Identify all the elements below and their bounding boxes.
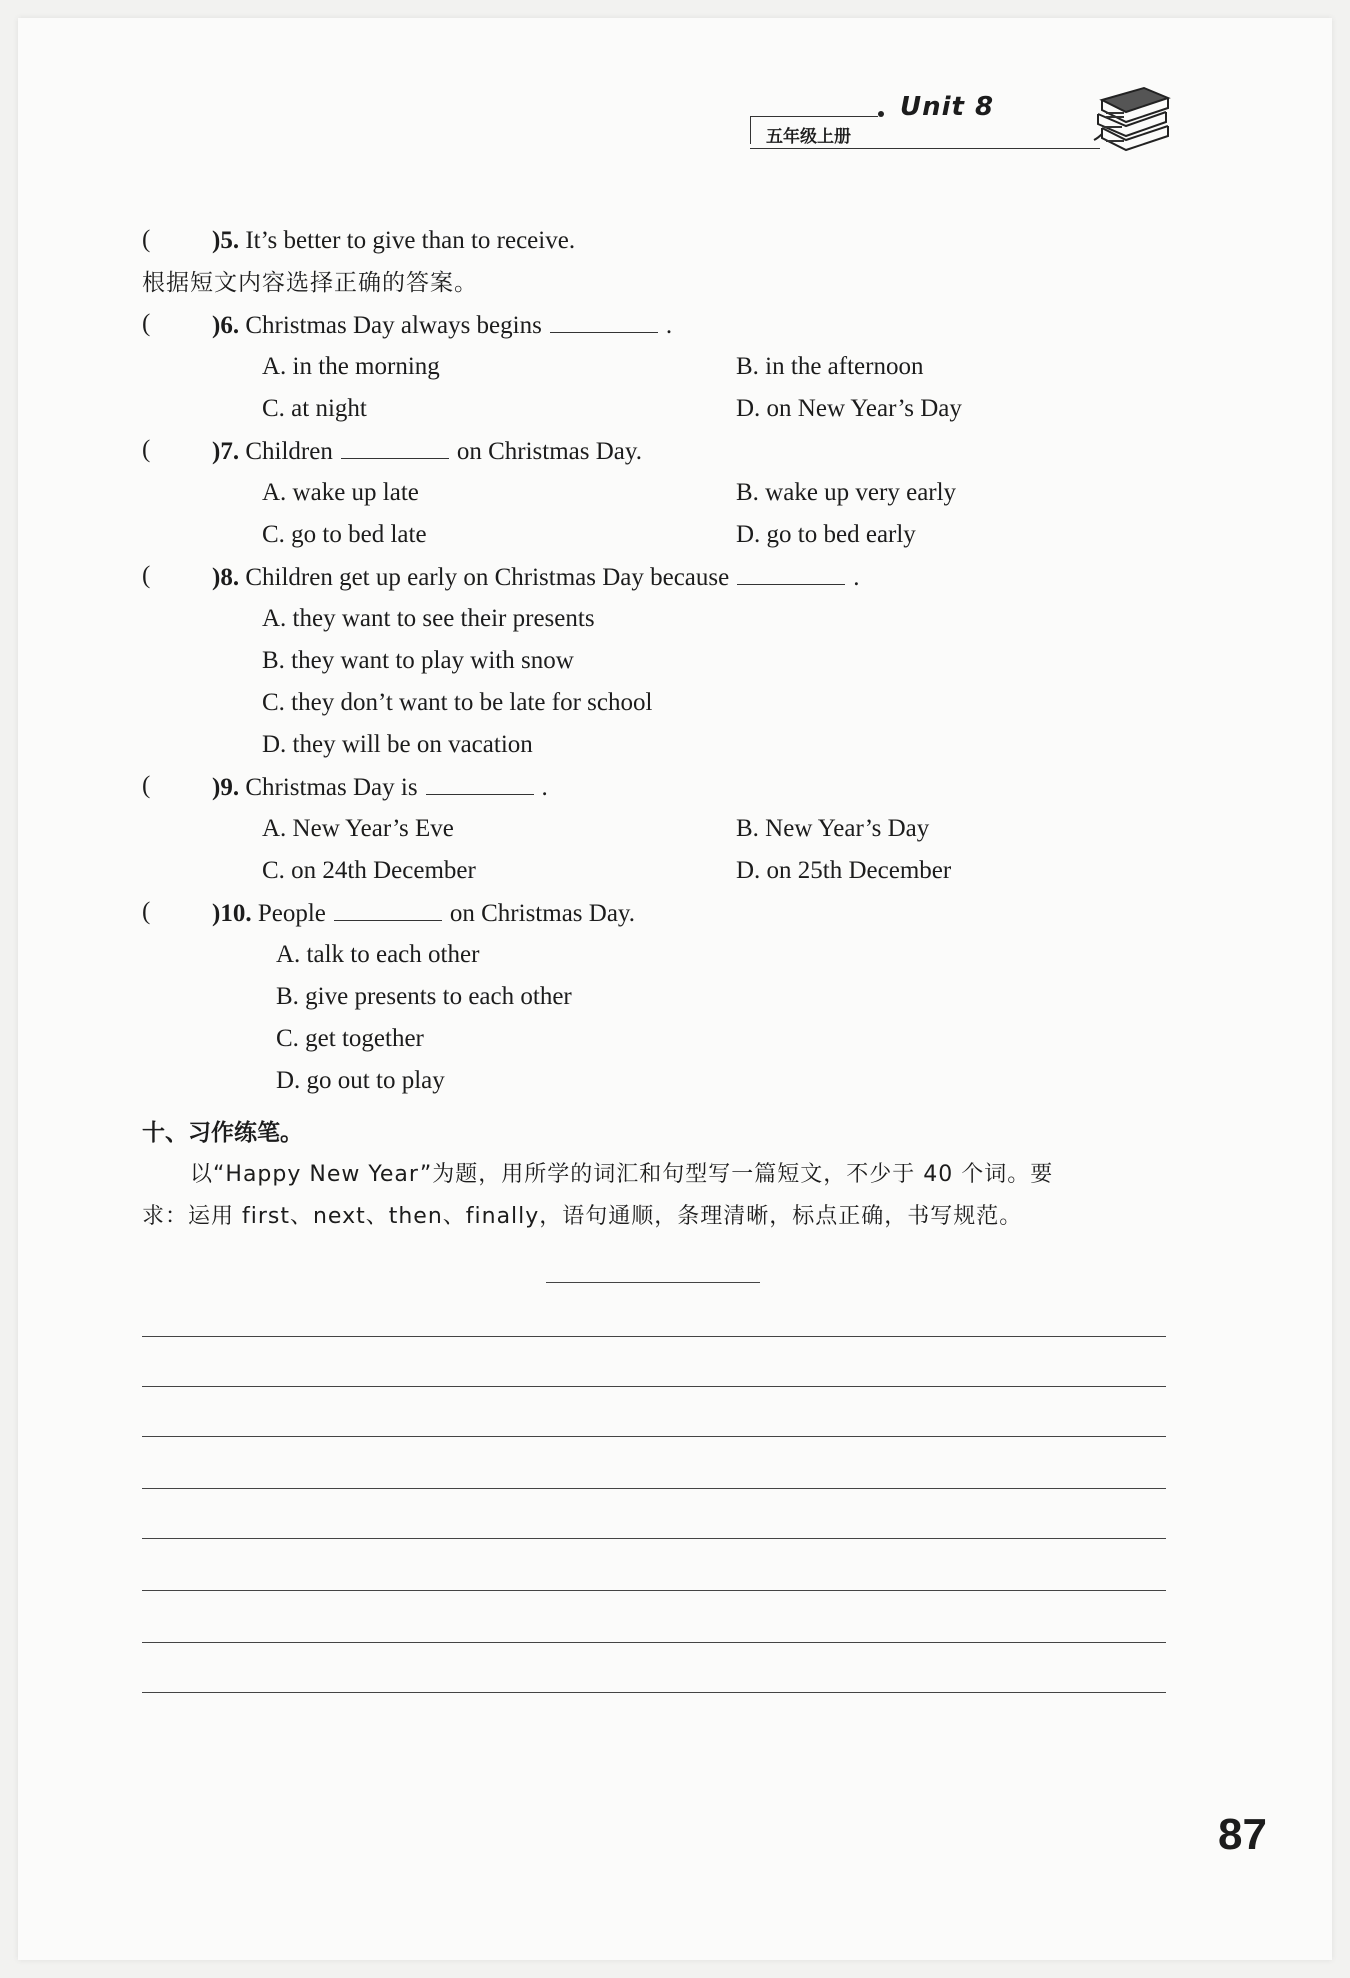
question-10 [212,898,635,929]
header-rule-bottom [750,148,1100,149]
question-text: Children get up early on Christmas Day because [245,564,730,591]
option-c: C. they don’t want to be late for school [262,689,653,716]
reading-instruction: 根据短文内容选择正确的答案。 [142,270,478,296]
question-7 [212,436,642,467]
question-text: on Christmas Day. [456,438,642,465]
question-9 [212,772,548,803]
writing-line[interactable] [142,1386,1166,1387]
question-number: )7. [212,438,240,465]
option-b: B. New Year’s Day [736,815,930,842]
answer-blank[interactable] [334,898,442,921]
option-b: B. give presents to each other [276,983,572,1010]
writing-line[interactable] [142,1692,1166,1693]
question-number: )5. [212,227,240,254]
option-b: B. in the afternoon [736,353,924,380]
option-d: D. go out to play [276,1067,445,1094]
question-number: )10. [212,900,252,927]
question-number: )9. [212,774,240,801]
question-number: )6. [212,312,240,339]
question-6 [212,310,672,341]
option-b: B. wake up very early [736,479,957,506]
question-end: . [665,312,673,339]
answer-paren-10[interactable]: ( [142,898,151,925]
answer-paren-5[interactable]: ( [142,226,151,253]
answer-blank[interactable] [550,310,658,333]
answer-blank[interactable] [737,562,845,585]
page-number: 87 [1218,1810,1267,1859]
grade-label: 五年级上册 [766,127,851,147]
answer-blank[interactable] [341,436,449,459]
option-d: D. they will be on vacation [262,731,533,758]
question-8 [212,562,859,593]
writing-line[interactable] [142,1538,1166,1539]
option-b: B. they want to play with snow [262,647,574,674]
section-heading: 十、习作练笔。 [142,1120,303,1146]
question-text: Christmas Day is [245,774,418,801]
option-d: D. on 25th December [736,857,952,884]
unit-title: Unit 8 [900,92,995,122]
option-d: D. go to bed early [736,521,916,548]
essay-title-line[interactable] [546,1282,760,1283]
option-c: C. at night [262,395,367,422]
question-text: People [257,900,326,927]
writing-line[interactable] [142,1590,1166,1591]
question-end: . [853,564,860,591]
writing-prompt-line-2: 求：运用 first、next、then、finally，语句通顺，条理清晰，标点正确，书写规范。 [142,1204,1023,1229]
question-text: Children [245,438,333,465]
question-number: )8. [212,564,240,591]
option-c: C. get together [276,1025,424,1052]
header-rule-tick [750,116,751,144]
writing-line[interactable] [142,1436,1166,1437]
option-c: C. on 24th December [262,857,476,884]
answer-paren-6[interactable]: ( [142,310,151,337]
question-text: Christmas Day always begins [245,312,542,339]
option-a: A. they want to see their presents [262,605,595,632]
question-end: . [541,774,548,801]
writing-line[interactable] [142,1488,1166,1489]
option-c: C. go to bed late [262,521,427,548]
writing-line[interactable] [142,1336,1166,1337]
option-a: A. in the morning [262,353,440,380]
option-a: A. talk to each other [276,941,480,968]
answer-paren-9[interactable]: ( [142,772,151,799]
option-d: D. on New Year’s Day [736,395,962,422]
option-a: A. wake up late [262,479,419,506]
header-dot [878,111,884,117]
header-rule-top [750,116,878,117]
writing-prompt-line-1: 以“Happy New Year”为题，用所学的词汇和句型写一篇短文，不少于 40 个词。要 [190,1162,1054,1187]
page-header [742,92,1162,154]
question-5 [212,226,575,256]
question-text: on Christmas Day. [449,900,636,927]
question-text: It’s better to give than to receive. [245,227,576,254]
writing-line[interactable] [142,1642,1166,1643]
answer-paren-7[interactable]: ( [142,436,151,463]
option-a: A. New Year’s Eve [262,815,454,842]
answer-blank[interactable] [426,772,534,795]
books-icon [1092,82,1172,152]
answer-paren-8[interactable]: ( [142,562,151,589]
